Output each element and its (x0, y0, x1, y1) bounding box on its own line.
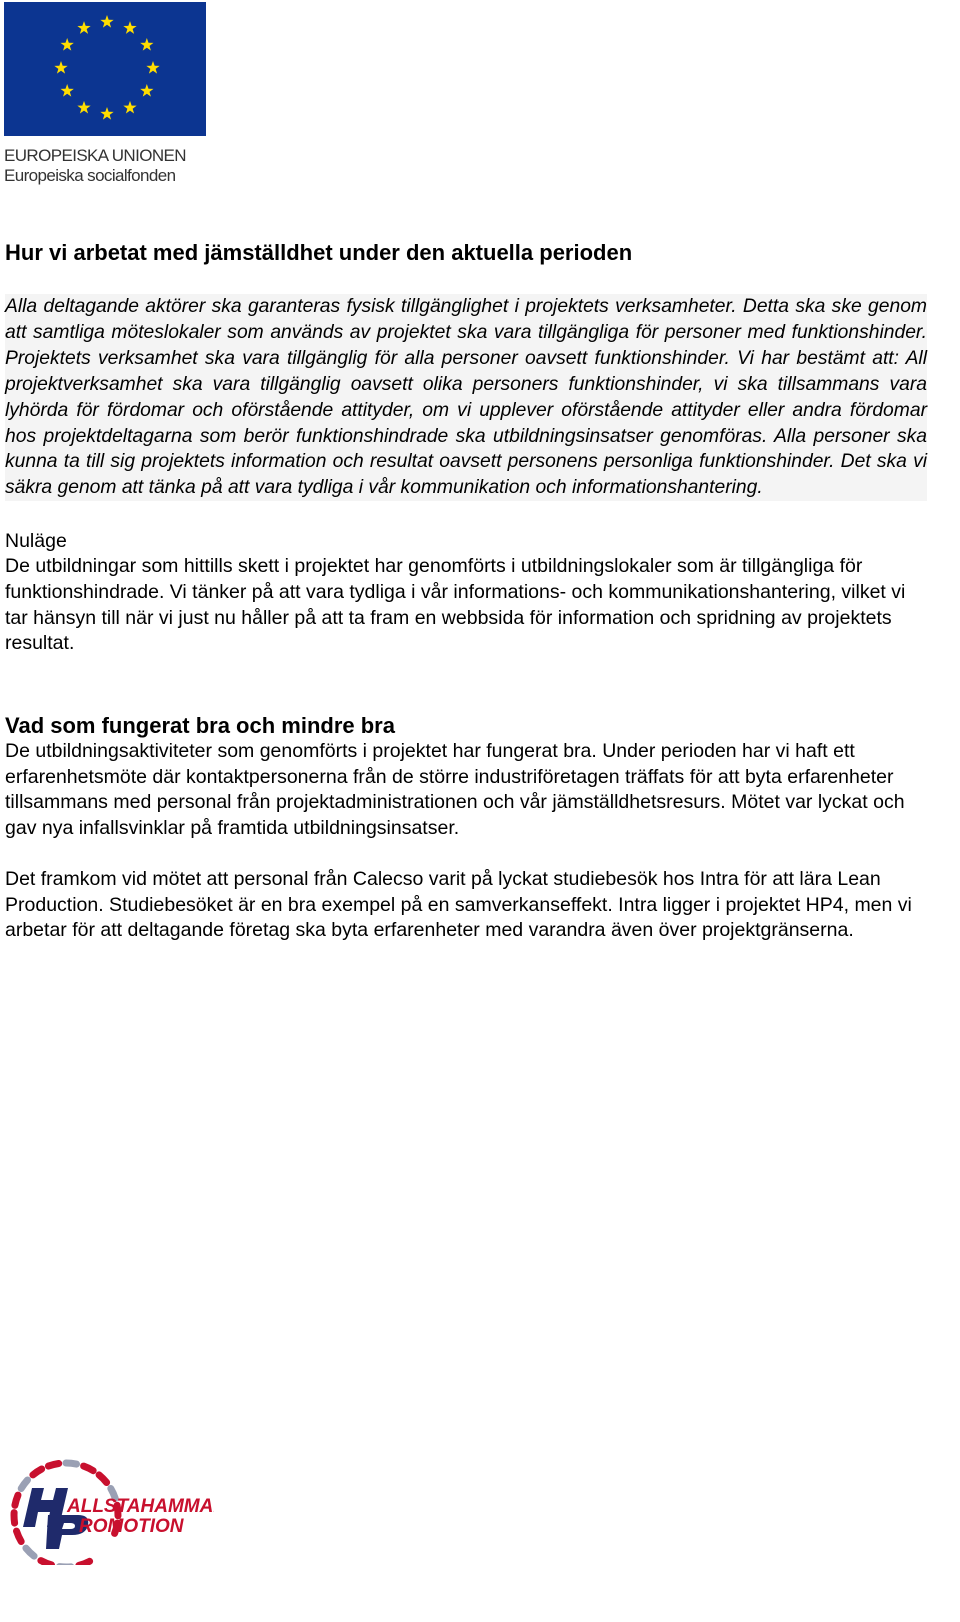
hp-arc-segment-icon (15, 1495, 18, 1505)
hp-arc-segment-icon (14, 1513, 15, 1524)
hp-arc-segment-icon (17, 1531, 22, 1541)
document-body (5, 238, 927, 944)
evaluation-paragraph-2: Det framkom vid mötet att personal från Calecso varit på lyckat studiebesök hos Intra för att lära Lean Production. Studiebesöket är en bra exempel på en samverkanseffekt. Intra ligger i projektet HP4, men vi arbetar för att deltagande företag ska byta erfarenheter med varandra även över projektgränserna. (5, 867, 912, 942)
hp-arc-segment-icon (66, 1463, 77, 1464)
hp-arc-segment-icon (33, 1469, 42, 1475)
hp-arc-segment-icon (26, 1548, 34, 1556)
hp-logo-line1: ALLSTAHAMMAR (67, 1496, 214, 1517)
hp-arc-segment-icon (48, 1464, 58, 1467)
hallstahammar-promotion-logo (4, 1455, 214, 1565)
status-paragraph: De utbildningar som hittills skett i projektet har genomförts i utbildningslokaler som är tillgängliga för funktionshindrade. Vi tänker på att vara tydliga i vår informations- och kommunikationshantering, vilket vi tar hänsyn till när vi just nu håller på att ta fram en webbsida för information och spridning av projektets resultat. (5, 555, 906, 655)
eu-logo-line1: EUROPEISKA UNIONEN (4, 146, 186, 165)
hp-arc-segment-icon (84, 1466, 94, 1471)
eu-flag (4, 2, 206, 136)
hp-arc-segment-icon (21, 1480, 27, 1489)
evaluation-paragraph-1: De utbildningsaktiviteter som genomförts i projektet har fungerat bra. Under perioden har vi haft ett erfarenhetsmöte där kontaktpersonerna från de större industriföretagen träffats för att byta erfarenheter tillsammans med personal från projektadministrationen och vår jämställdhetsresurs. Mötet var lyckat och gav nya infallsvinklar på framtida utbildningsinsatser. (5, 740, 905, 840)
evaluation-heading: Vad som fungerat bra och mindre bra (5, 713, 395, 739)
eu-stars-icon (4, 2, 206, 136)
eu-logo-text (4, 146, 208, 186)
intro-paragraph: Alla deltagande aktörer ska garanteras fysisk tillgänglighet i projektets verksamheter. Detta ska ske genom att samtliga möteslokaler som används av projektet ska vara tillgängliga för personer med funktionshinder. Projektets verksamhet ska vara tillgänglig för alla personer oavsett funktionshinder. Vi har bestämt att: All projektverksamhet ska vara tillgänglig oavsett olika personers funktionshinder, vi ska tillsammans vara lyhörda för fördomar och oförstående attityder, om vi upplever oförstående attityder eller andra fördomar hos projektdeltagarna som berör funktionshindrade ska utbildningsinsatser genomföras. Alla personer ska kunna ta till sig projektets information och resultat oavsett personens personliga funktionshinder. Det ska vi säkra genom att tänka på att vara tydliga i vår kommunikation och informationshantering. (5, 294, 927, 501)
eu-logo (4, 2, 208, 192)
hp-arc-segment-icon (41, 1561, 52, 1565)
hp-logo-mark-icon (4, 1455, 214, 1565)
page-title: Hur vi arbetat med jämställdhet under den aktuella perioden (5, 240, 633, 265)
hp-arc-segment-icon (99, 1475, 107, 1483)
hp-arc-segment-icon (79, 1561, 90, 1565)
status-heading: Nuläge (5, 530, 67, 553)
eu-logo-line2: Europeiska socialfonden (4, 166, 176, 185)
hp-logo-line2: ROMOTION (79, 1516, 184, 1537)
